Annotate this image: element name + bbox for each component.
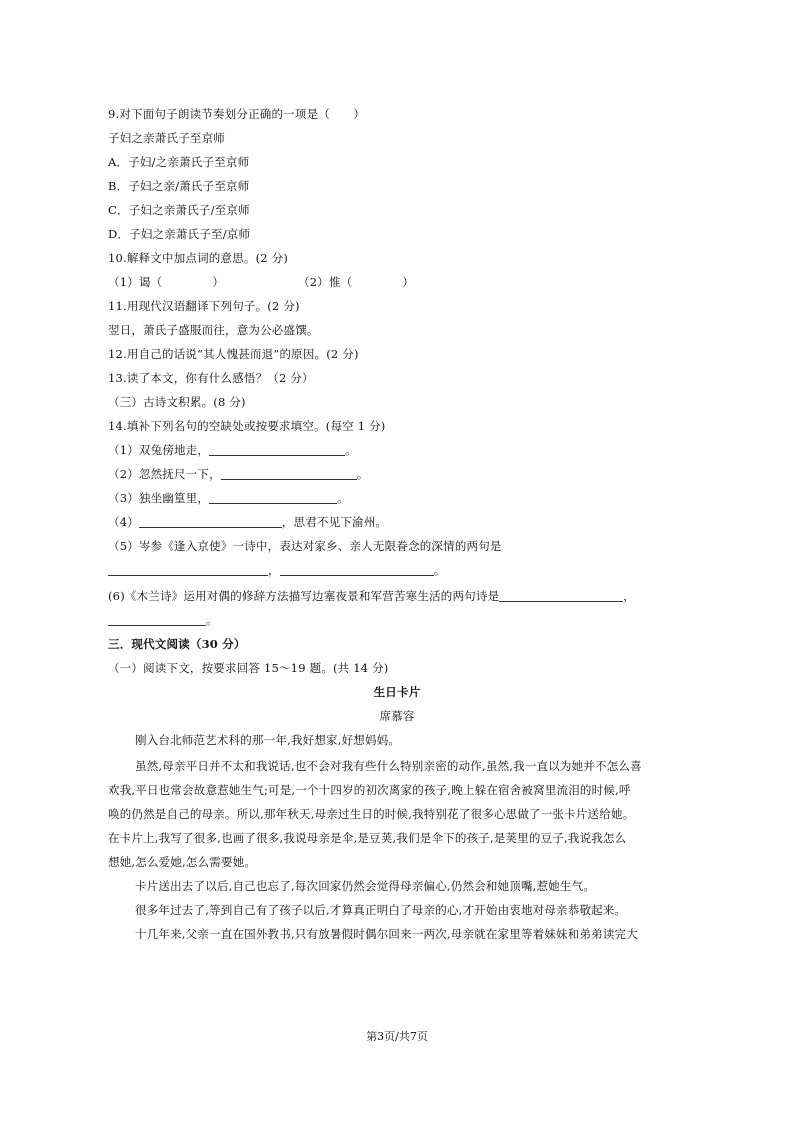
q12-stem: 12.用自己的话说“其人愧甚而退”的原因。(2 分)	[108, 347, 359, 361]
q14-item5: （5）岑参《逢入京使》一诗中，表达对家乡、亲人无限眷念的深情的两句是	[108, 539, 502, 553]
q10-item2-open: （2）惟（	[298, 275, 353, 289]
q14-item2-text: （2）忽然抚尺一下，	[108, 467, 221, 481]
q11-sentence: 翌日，萧氏子盛服而往，意为公必盛馔。	[108, 323, 319, 337]
section3-heading: （三）古诗文积累。(8 分)	[108, 395, 246, 409]
article-author: 席慕容	[379, 709, 415, 723]
q10-item1-close: ）	[212, 275, 225, 289]
q14-item6-text: (6)《木兰诗》运用对偶的修辞方法描写边塞夜景和军营苦寒生活的两句诗是	[108, 589, 500, 603]
q14-item3	[108, 490, 349, 506]
q10-item2-close: ）	[402, 275, 415, 289]
answer-blank[interactable]	[108, 613, 206, 626]
q14-item2	[108, 466, 369, 482]
page-number: 第3页/共7页	[366, 1030, 428, 1043]
q14-item6-end: 。	[206, 613, 218, 627]
q14-item5-end: 。	[433, 563, 446, 577]
q14-stem: 14.填补下列名句的空缺处或按要求填空。(每空 1 分)	[108, 419, 386, 433]
q14-item6-comma: ，	[623, 589, 635, 603]
answer-blank[interactable]	[221, 467, 357, 480]
q10-items	[108, 274, 414, 290]
answer-blank[interactable]	[209, 443, 345, 456]
part3-heading: 三．现代文阅读（30 分）	[108, 637, 246, 651]
answer-blank[interactable]	[108, 563, 268, 576]
article-line: 在卡片上,我写了很多,也画了很多,我说母亲是伞,是豆荚,我们是伞下的孩子,是荚里的豆子,我说我怎么	[108, 831, 627, 845]
article-title: 生日卡片	[373, 685, 421, 699]
article-line: 很多年过去了,等到自己有了孩子以后,才算真正明白了母亲的心,才开始由衷地对母亲恭敬起来。	[135, 903, 627, 917]
q9-stem: 9.对下面句子朗读节奏划分正确的一项是（ ）	[108, 107, 366, 121]
q14-item4	[108, 514, 387, 530]
q9-option-b: B．子妇之亲/萧氏子至京师	[108, 179, 250, 193]
article-line: 刚入台北师范艺术科的那一年,我好想家,好想妈妈。	[135, 733, 401, 747]
q9-option-d: D．子妇之亲萧氏子至/京师	[108, 227, 251, 241]
q11-stem: 11.用现代汉语翻译下列句子。(2 分)	[108, 299, 300, 313]
q14-item4-text: ，思君不见下渝州。	[281, 515, 388, 529]
answer-blank[interactable]	[499, 589, 623, 602]
q14-item1	[108, 442, 357, 458]
q14-item2-end: 。	[356, 467, 369, 481]
q9-sentence: 子妇之亲萧氏子至京师	[108, 131, 225, 145]
article-line: 十几年来,父亲一直在国外教书,只有放暑假时偶尔回来一两次,母亲就在家里等着妹妹和弟弟读完大	[135, 927, 638, 941]
article-line: 唤的仍然是自己的母亲。所以,那年秋天,母亲过生日的时候,我特别花了很多心思做了一张卡片送给她。	[108, 807, 635, 821]
q14-item1-end: 。	[345, 443, 357, 457]
q14-item4-prefix: （4）	[108, 515, 139, 529]
article-line: 卡片送出去了以后,自己也忘了,每次回家仍然会觉得母亲偏心,仍然会和她顶嘴,惹她生气。	[135, 879, 596, 893]
q14-item6	[108, 588, 635, 604]
q14-item3-text: （3）独坐幽篁里，	[108, 491, 210, 505]
q14-item3-end: 。	[337, 491, 349, 505]
article-line: 欢我,平日也常会故意惹她生气;可是,一个十四岁的初次离家的孩子,晚上躲在宿舍被窝里流泪的时候,呼	[108, 783, 631, 797]
q14-item5-answers	[108, 562, 445, 578]
article-line: 想她,怎么爱她,怎么需要她。	[108, 855, 257, 869]
q14-item5-comma: ，	[268, 563, 280, 577]
answer-blank[interactable]	[139, 515, 282, 528]
q10-stem: 10.解释文中加点词的意思。(2 分)	[108, 251, 289, 265]
part3-subheading: （一）阅读下文，按要求回答 15～19 题。(共 14 分)	[108, 661, 389, 675]
q13-stem: 13.读了本文，你有什么感悟？（2 分）	[108, 371, 314, 385]
q9-option-a: A．子妇/之亲萧氏子至京师	[108, 155, 250, 169]
q14-item6-answers	[108, 612, 218, 628]
answer-blank[interactable]	[209, 491, 337, 504]
q14-item1-text: （1）双兔傍地走，	[108, 443, 210, 457]
q9-option-c: C．子妇之亲萧氏子/至京师	[108, 203, 250, 217]
answer-blank[interactable]	[280, 563, 434, 576]
q10-item1-open: （1）谒（	[108, 275, 163, 289]
article-line: 虽然,母亲平日并不太和我说话,也不会对我有些什么特别亲密的动作,虽然,我一直以为她并不怎么喜	[135, 759, 642, 773]
